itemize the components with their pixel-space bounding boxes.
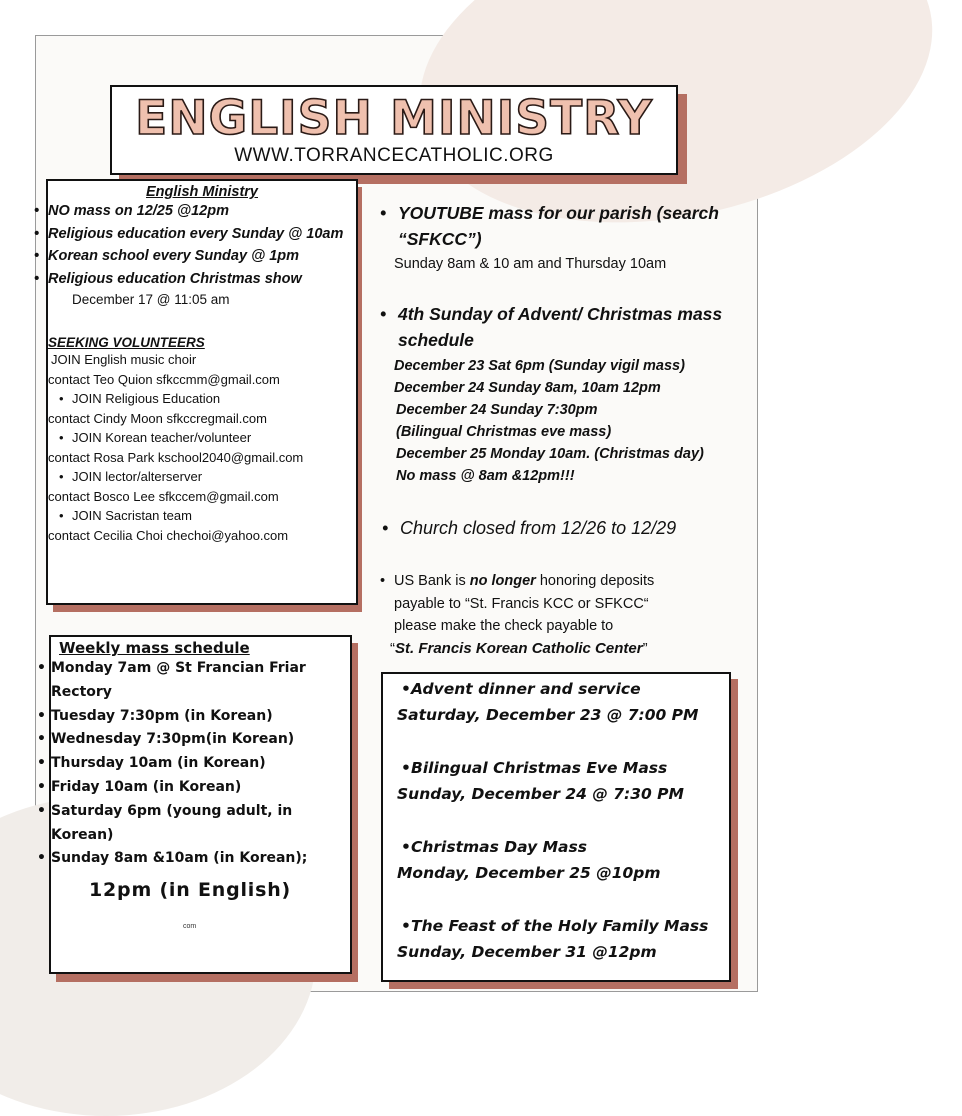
schedule-line: December 25 Monday 10am. (Christmas day) <box>396 446 704 462</box>
youtube-section <box>378 200 738 274</box>
event <box>383 755 729 807</box>
schedule-line: No mass @ 8am &12pm!!! <box>396 468 575 484</box>
list-item: • Wednesday 7:30pm(in Korean) <box>37 731 295 748</box>
list-item: • Korean school every Sunday @ 1pm <box>34 248 300 264</box>
advent-title: • 4th Sunday of Advent/ Christmas mass schedule <box>380 304 723 350</box>
weekly-schedule-box <box>37 635 352 974</box>
event-title: • The Feast of the Holy Family Mass <box>401 917 709 935</box>
event <box>383 676 729 728</box>
event-title: • Bilingual Christmas Eve Mass <box>401 759 668 777</box>
list-item: • Religious education every Sunday @ 10am <box>34 225 344 242</box>
schedule-line: December 24 Sunday 8am, 10am 12pm <box>394 380 661 396</box>
weekly-heading: Weekly mass schedule <box>59 639 250 657</box>
events-box <box>381 672 731 982</box>
bank-line: please make the check payable to <box>394 618 614 634</box>
event-title: • Advent dinner and service <box>401 680 641 698</box>
event-date: Sunday, December 24 @ 7:30 PM <box>397 785 684 803</box>
list-item: • Sunday 8am &10am (in Korean); <box>37 850 308 867</box>
bank-line: “St. Francis Korean Catholic Center” <box>390 639 648 657</box>
volunteer-contact: contact Rosa Park kschool2040@gmail.com <box>48 449 304 465</box>
event-date: Sunday, December 31 @12pm <box>397 943 657 961</box>
ministry-list <box>34 200 356 290</box>
volunteer-contact: contact Cindy Moon sfkccregmail.com <box>48 410 267 426</box>
bank-notice <box>378 570 748 660</box>
page-title: ENGLISH MINISTRY <box>135 91 653 146</box>
volunteer-join: • JOIN lector/alterserver <box>59 469 203 484</box>
schedule-line: December 24 Sunday 7:30pm <box>396 402 598 418</box>
list-item: • Thursday 10am (in Korean) <box>37 755 266 772</box>
show-date: December 17 @ 11:05 am <box>72 292 230 307</box>
ministry-heading: English Ministry <box>146 184 258 200</box>
flyer-page <box>35 35 758 992</box>
volunteer-join: • JOIN Sacristan team <box>59 508 192 523</box>
volunteer-contact: contact Teo Quion sfkccmm@gmail.com <box>48 371 280 387</box>
volunteer-contact: contact Bosco Lee sfkccem@gmail.com <box>48 488 279 504</box>
english-ministry-box <box>34 179 358 605</box>
footer-note: com <box>183 923 197 931</box>
header-box <box>110 85 678 175</box>
event-title: • Christmas Day Mass <box>401 838 587 856</box>
event-date: Saturday, December 23 @ 7:00 PM <box>397 706 699 724</box>
volunteer-join: • JOIN Religious Education <box>59 391 221 406</box>
youtube-times: Sunday 8am & 10 am and Thursday 10am <box>394 256 667 272</box>
weekly-list <box>37 657 350 871</box>
list-item: • NO mass on 12/25 @12pm <box>34 203 229 219</box>
volunteers-heading: SEEKING VOLUNTEERS <box>48 335 205 350</box>
list-item: • Religious education Christmas show <box>34 270 302 287</box>
volunteer-contact: contact Cecilia Choi chechoi@yahoo.com <box>48 527 289 543</box>
website-url[interactable]: WWW.TORRANCECATHOLIC.ORG <box>234 145 554 166</box>
list-item: • Friday 10am (in Korean) <box>37 778 242 795</box>
schedule-line: December 23 Sat 6pm (Sunday vigil mass) <box>394 358 685 374</box>
bank-line: • US Bank is no longer honoring deposits <box>380 573 655 589</box>
list-item: • Saturday 6pm (young adult, in Korean) <box>37 802 293 843</box>
volunteer-join: • JOIN Korean teacher/volunteer <box>59 430 252 445</box>
church-closed: • Church closed from 12/26 to 12/29 <box>382 518 677 538</box>
advent-schedule <box>378 355 748 487</box>
schedule-line: (Bilingual Christmas eve mass) <box>396 424 612 440</box>
list-item: • Monday 7am @ St Francian Friar Rectory <box>37 660 306 700</box>
advent-section <box>378 301 748 487</box>
event-date: Monday, December 25 @10pm <box>397 864 661 882</box>
youtube-title: • YOUTUBE mass for our parish (search “SFKCC”) <box>380 203 719 249</box>
volunteer-join: JOIN English music choir <box>51 352 197 367</box>
event <box>383 834 729 886</box>
bank-line: payable to “St. Francis KCC or SFKCC“ <box>394 595 649 612</box>
list-item: • Tuesday 7:30pm (in Korean) <box>37 707 273 724</box>
english-mass-time: 12pm (in English) <box>89 879 292 902</box>
event <box>383 913 729 965</box>
